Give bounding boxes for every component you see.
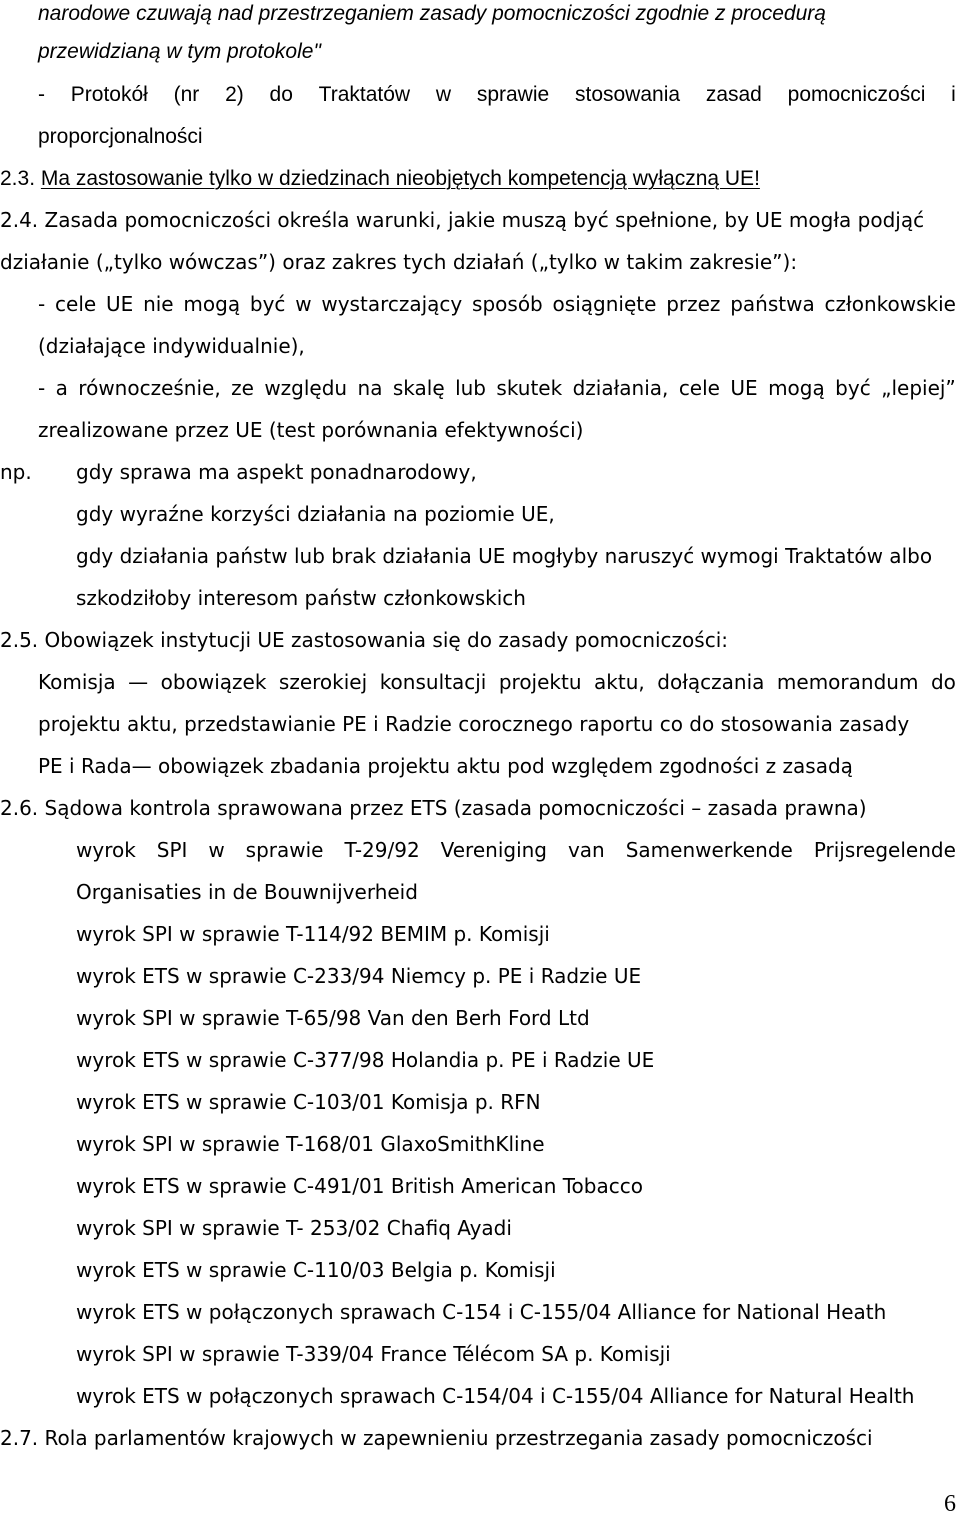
np-item-3-cont: szkodziłoby interesom państw członkowskich <box>76 586 526 610</box>
protocol-line: - Protokół (nr 2) do Traktatów w sprawie stosowania zasad pomocniczości i <box>38 83 956 106</box>
case-item: wyrok SPI w sprawie T-168/01 GlaxoSmithKline <box>76 1132 545 1156</box>
section-2-3-text: Ma zastosowanie tylko w dziedzinach nieobjętych kompetencją wyłączną UE! <box>40 167 760 190</box>
np-item-3: gdy działania państw lub brak działania UE mogłyby naruszyć wymogi Traktatów albo <box>76 544 933 568</box>
section-2-4-line-1: 2.4. Zasada pomocniczości określa warunki, jakie muszą być spełnione, by UE mogła podjąć <box>0 208 925 232</box>
case-item: wyrok ETS w połączonych sprawach C-154/04 i C-155/04 Alliance for Natural Health <box>76 1384 915 1408</box>
case-item: wyrok ETS w sprawie C-377/98 Holandia p. PE i Radzie UE <box>76 1048 655 1072</box>
case-item: wyrok ETS w sprawie C-233/94 Niemcy p. PE i Radzie UE <box>76 964 642 988</box>
page-number: 6 <box>944 1491 956 1517</box>
case-1-line-2: Organisaties in de Bouwnijverheid <box>76 880 418 904</box>
section-2-5-line-1: Komisja — obowiązek szerokiej konsultacji projektu aktu, dołączania memorandum do <box>38 670 956 694</box>
bullet-1-line-2: (działające indywidualnie), <box>38 334 305 358</box>
protocol-line-2: proporcjonalności <box>38 125 203 148</box>
section-2-6-heading: 2.6. Sądowa kontrola sprawowana przez ETS (zasada pomocniczości – zasada prawna) <box>0 796 867 820</box>
case-item: wyrok ETS w sprawie C-110/03 Belgia p. Komisji <box>76 1258 556 1282</box>
case-item: wyrok ETS w sprawie C-491/01 British American Tobacco <box>76 1174 643 1198</box>
case-item: wyrok ETS w sprawie C-103/01 Komisja p. RFN <box>76 1090 541 1114</box>
np-item-1: gdy sprawa ma aspekt ponadnarodowy, <box>76 460 477 484</box>
case-item: wyrok SPI w sprawie T-339/04 France Télécom SA p. Komisji <box>76 1342 671 1366</box>
case-1-line-1: wyrok SPI w sprawie T-29/92 Vereniging van Samenwerkende Prijsregelende <box>76 838 956 862</box>
case-item: wyrok SPI w sprawie T- 253/02 Chafiq Ayadi <box>76 1216 512 1240</box>
case-item: wyrok ETS w połączonych sprawach C-154 i C-155/04 Alliance for National Heath <box>76 1300 887 1324</box>
case-item: wyrok SPI w sprawie T-65/98 Van den Berh Ford Ltd <box>76 1006 590 1030</box>
section-2-5-line-3: PE i Rada— obowiązek zbadania projektu aktu pod względem zgodności z zasadą <box>38 754 853 778</box>
section-2-3: 2.3. Ma zastosowanie tylko w dziedzinach nieobjętych kompetencją wyłączną UE! <box>0 167 760 190</box>
intro-line-1: narodowe czuwają nad przestrzeganiem zasady pomocniczości zgodnie z procedurą <box>38 2 826 25</box>
bullet-2-line-2: zrealizowane przez UE (test porównania efektywności) <box>38 418 584 442</box>
bullet-2-line-1: - a równocześnie, ze względu na skalę lub skutek działania, cele UE mogą być „lepiej” <box>38 376 956 400</box>
np-label: np. <box>0 460 32 484</box>
case-item: wyrok SPI w sprawie T-114/92 BEMIM p. Komisji <box>76 922 550 946</box>
section-2-5-line-2: projektu aktu, przedstawianie PE i Radzie corocznego raportu co do stosowania zasady <box>38 712 910 736</box>
np-item-2: gdy wyraźne korzyści działania na poziomie UE, <box>76 502 555 526</box>
section-2-5-heading: 2.5. Obowiązek instytucji UE zastosowania się do zasady pomocniczości: <box>0 628 728 652</box>
section-2-7-heading: 2.7. Rola parlamentów krajowych w zapewnieniu przestrzegania zasady pomocniczości <box>0 1426 873 1450</box>
bullet-1-line-1: - cele UE nie mogą być w wystarczający sposób osiągnięte przez państwa członkowskie <box>38 292 956 316</box>
section-2-4-line-2: działanie („tylko wówczas”) oraz zakres tych działań („tylko w takim zakresie”): <box>0 250 798 274</box>
intro-line-2: przewidzianą w tym protokole" <box>38 40 321 63</box>
